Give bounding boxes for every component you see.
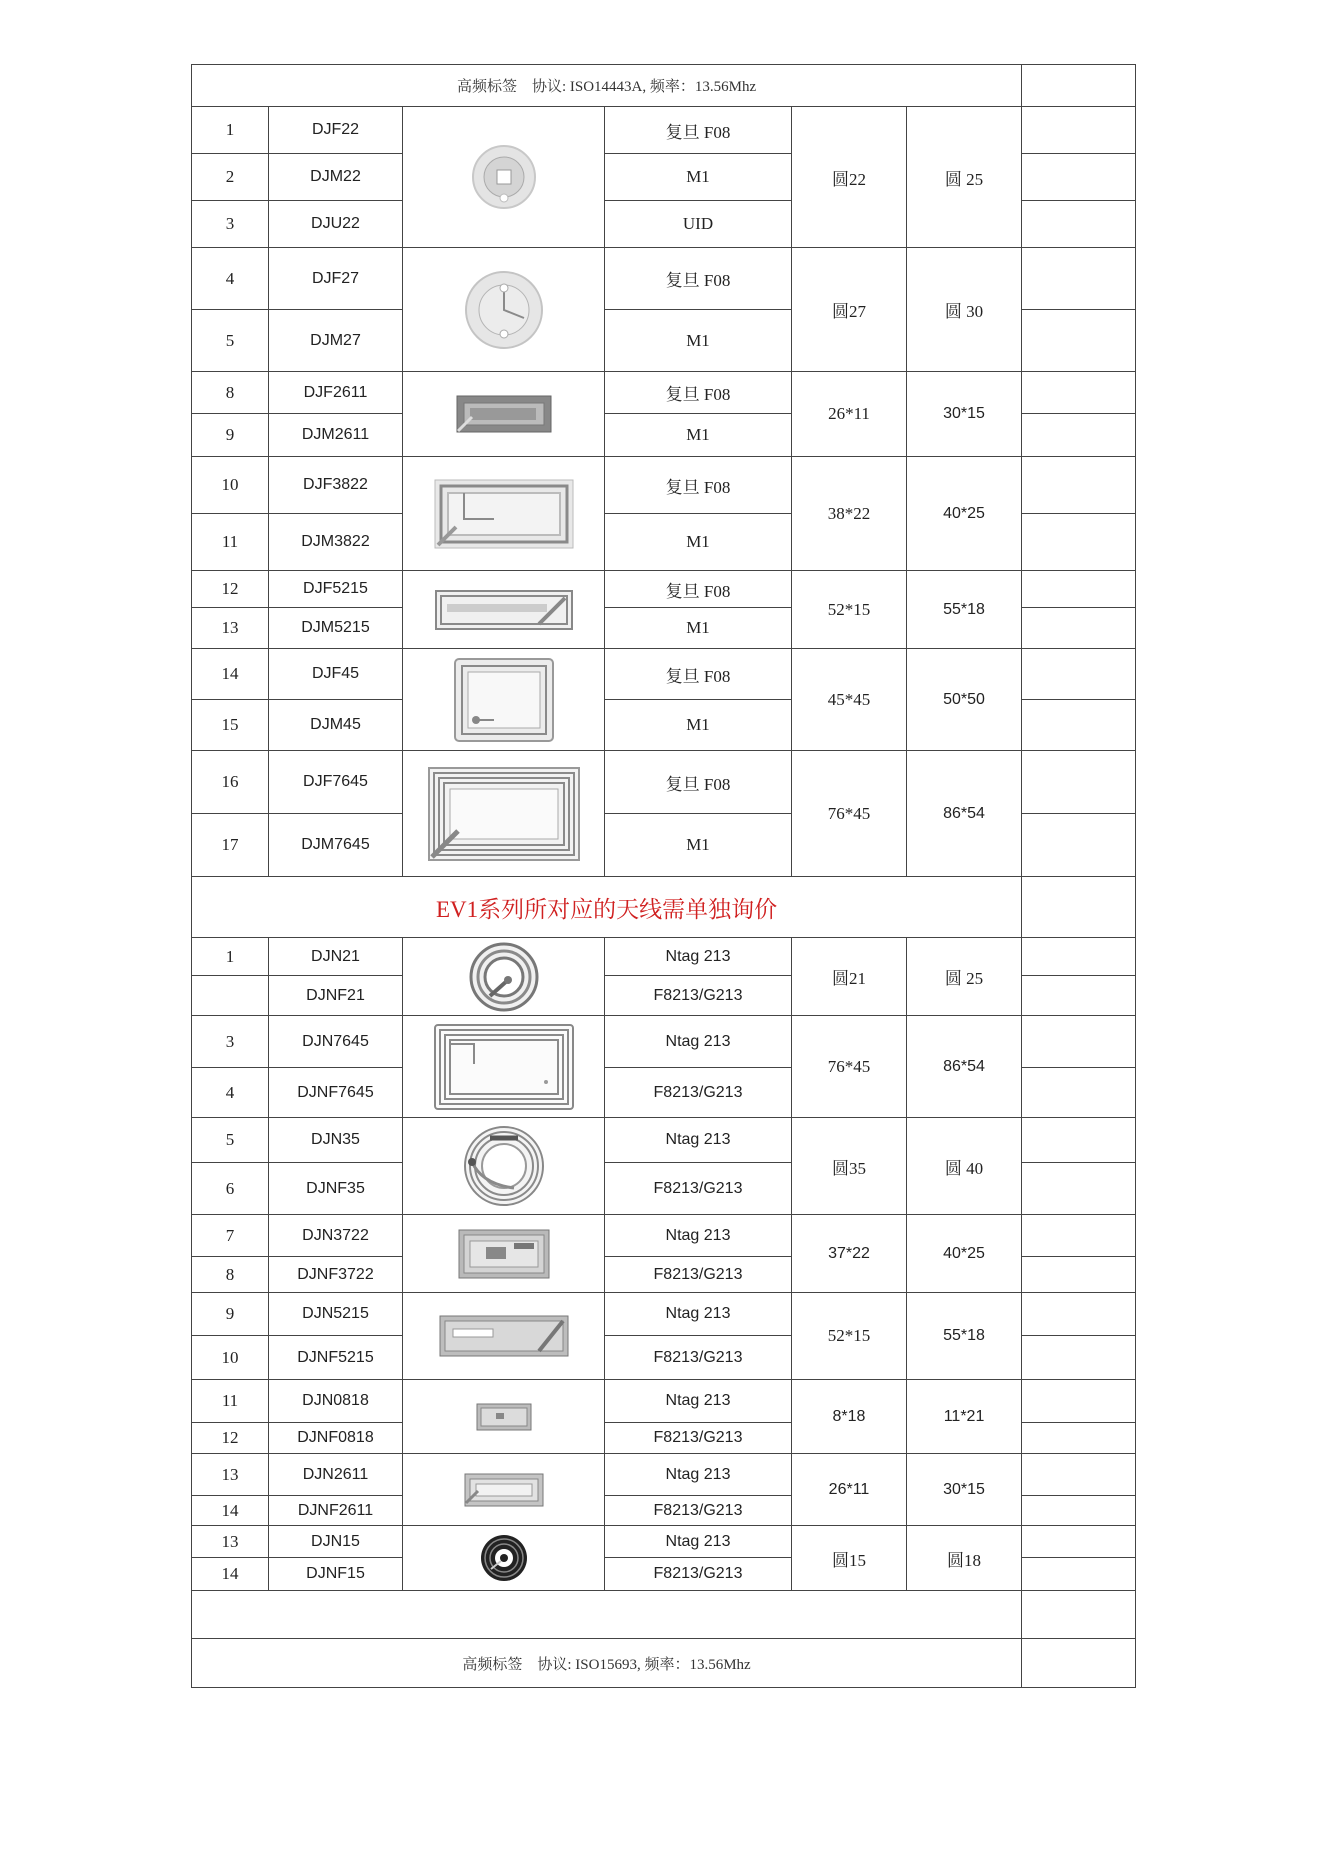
model-code: DJF27 (269, 248, 403, 310)
row-number: 12 (192, 571, 269, 608)
row-number: 15 (192, 700, 269, 751)
row-number: 5 (192, 1118, 269, 1163)
model-code: DJN5215 (269, 1293, 403, 1336)
row-number: 10 (192, 457, 269, 514)
model-code: DJNF2611 (269, 1496, 403, 1526)
empty-cell (1022, 1380, 1136, 1423)
row-number: 16 (192, 751, 269, 814)
chip-type: 复旦 F08 (605, 751, 792, 814)
blank-cell (192, 1591, 1022, 1639)
row-number: 9 (192, 1293, 269, 1336)
row-number: 12 (192, 1423, 269, 1454)
chip-type: Ntag 213 (605, 1016, 792, 1068)
chip-type: Ntag 213 (605, 1526, 792, 1558)
rect-2611-tag-icon (403, 372, 605, 457)
tag-size: 26*11 (792, 1454, 907, 1526)
table-row (192, 1380, 1136, 1423)
card-size: 55*18 (907, 1293, 1022, 1380)
model-code: DJM2611 (269, 414, 403, 457)
model-code: DJF22 (269, 107, 403, 154)
card-size: 圆18 (907, 1526, 1022, 1591)
chip-type: 复旦 F08 (605, 649, 792, 700)
card-size: 11*21 (907, 1380, 1022, 1454)
tag-size: 52*15 (792, 571, 907, 649)
model-code: DJF2611 (269, 372, 403, 414)
header-row-iso15693 (192, 1639, 1136, 1688)
rect-5215-tag-icon (403, 571, 605, 649)
empty-cell (1022, 1336, 1136, 1380)
tag-size: 76*45 (792, 1016, 907, 1118)
chip-type: M1 (605, 814, 792, 877)
row-number: 1 (192, 107, 269, 154)
row-number: 13 (192, 1454, 269, 1496)
row-number: 10 (192, 1336, 269, 1380)
empty-cell (1022, 1454, 1136, 1496)
card-size: 86*54 (907, 751, 1022, 877)
card-size: 86*54 (907, 1016, 1022, 1118)
empty-cell (1022, 201, 1136, 248)
chip-type: Ntag 213 (605, 938, 792, 976)
blank-row (192, 1591, 1136, 1639)
empty-cell (1022, 1591, 1136, 1639)
empty-cell (1022, 1118, 1136, 1163)
row-number: 5 (192, 310, 269, 372)
empty-cell (1022, 1526, 1136, 1558)
chip-type: M1 (605, 608, 792, 649)
round-coil-15-black-tag-icon (403, 1526, 605, 1591)
rect-coil-3722-tag-icon (403, 1215, 605, 1293)
model-code: DJNF0818 (269, 1423, 403, 1454)
rect-3822-tag-icon (403, 457, 605, 571)
row-number: 9 (192, 414, 269, 457)
table-row (192, 1293, 1136, 1336)
empty-cell (1022, 514, 1136, 571)
row-number: 3 (192, 1016, 269, 1068)
row-number: 17 (192, 814, 269, 877)
rect-coil-0818-tag-icon (403, 1380, 605, 1454)
model-code: DJN35 (269, 1118, 403, 1163)
model-code: DJM3822 (269, 514, 403, 571)
empty-cell (1022, 751, 1136, 814)
card-size: 圆 30 (907, 248, 1022, 372)
tag-size: 圆22 (792, 107, 907, 248)
row-number (192, 976, 269, 1016)
chip-type: F8213/G213 (605, 1558, 792, 1591)
chip-type: M1 (605, 414, 792, 457)
tag-size: 52*15 (792, 1293, 907, 1380)
chip-type: F8213/G213 (605, 1336, 792, 1380)
tag-size: 76*45 (792, 751, 907, 877)
chip-type: Ntag 213 (605, 1454, 792, 1496)
card-size: 圆 25 (907, 938, 1022, 1016)
round-coil-21-tag-icon (403, 938, 605, 1016)
empty-cell (1022, 1496, 1136, 1526)
model-code: DJU22 (269, 201, 403, 248)
model-code: DJN0818 (269, 1380, 403, 1423)
card-size: 40*25 (907, 457, 1022, 571)
empty-cell (1022, 938, 1136, 976)
header-row-iso14443a (192, 65, 1136, 107)
model-code: DJM27 (269, 310, 403, 372)
model-code: DJF3822 (269, 457, 403, 514)
model-code: DJF7645 (269, 751, 403, 814)
row-number: 2 (192, 154, 269, 201)
table-row (192, 372, 1136, 414)
model-code: DJF5215 (269, 571, 403, 608)
header-iso15693: 高频标签 协议: ISO15693, 频率：13.56Mhz (192, 1639, 1022, 1688)
tag-size: 圆21 (792, 938, 907, 1016)
tag-size: 26*11 (792, 372, 907, 457)
tag-size: 圆35 (792, 1118, 907, 1215)
model-code: DJN3722 (269, 1215, 403, 1257)
header-iso14443a: 高频标签 协议: ISO14443A, 频率：13.56Mhz (192, 65, 1022, 107)
tag-size: 45*45 (792, 649, 907, 751)
model-code: DJN2611 (269, 1454, 403, 1496)
model-code: DJNF35 (269, 1163, 403, 1215)
table-row (192, 248, 1136, 310)
row-number: 6 (192, 1163, 269, 1215)
table-row (192, 1454, 1136, 1496)
model-code: DJNF21 (269, 976, 403, 1016)
row-number: 4 (192, 248, 269, 310)
rect-coil-5215-tag-icon (403, 1293, 605, 1380)
model-code: DJNF7645 (269, 1068, 403, 1118)
model-code: DJM22 (269, 154, 403, 201)
model-code: DJNF5215 (269, 1336, 403, 1380)
rect-7645-tag-icon (403, 751, 605, 877)
price-sheet (191, 64, 1135, 1688)
row-number: 14 (192, 1558, 269, 1591)
card-size: 30*15 (907, 1454, 1022, 1526)
row-number: 14 (192, 1496, 269, 1526)
table-row (192, 938, 1136, 976)
model-code: DJM45 (269, 700, 403, 751)
model-code: DJF45 (269, 649, 403, 700)
empty-cell (1022, 877, 1136, 938)
card-size: 圆 40 (907, 1118, 1022, 1215)
square-45-tag-icon (403, 649, 605, 751)
chip-type: 复旦 F08 (605, 107, 792, 154)
round-disc-27-tag-icon (403, 248, 605, 372)
empty-cell (1022, 700, 1136, 751)
tag-table (191, 64, 1136, 1688)
chip-type: M1 (605, 514, 792, 571)
table-row (192, 457, 1136, 514)
empty-cell (1022, 1293, 1136, 1336)
row-number: 14 (192, 649, 269, 700)
chip-type: 复旦 F08 (605, 248, 792, 310)
row-number: 4 (192, 1068, 269, 1118)
tag-size: 圆27 (792, 248, 907, 372)
table-row (192, 107, 1136, 154)
chip-type: Ntag 213 (605, 1293, 792, 1336)
chip-type: Ntag 213 (605, 1118, 792, 1163)
empty-cell (1022, 65, 1136, 107)
empty-cell (1022, 649, 1136, 700)
row-number: 13 (192, 608, 269, 649)
empty-cell (1022, 1558, 1136, 1591)
row-number: 11 (192, 1380, 269, 1423)
ev1-note-row (192, 877, 1136, 938)
row-number: 11 (192, 514, 269, 571)
chip-type: 复旦 F08 (605, 457, 792, 514)
empty-cell (1022, 814, 1136, 877)
table-row (192, 1526, 1136, 1558)
chip-type: Ntag 213 (605, 1380, 792, 1423)
model-code: DJM7645 (269, 814, 403, 877)
row-number: 7 (192, 1215, 269, 1257)
chip-type: F8213/G213 (605, 1496, 792, 1526)
row-number: 13 (192, 1526, 269, 1558)
chip-type: Ntag 213 (605, 1215, 792, 1257)
chip-type: F8213/G213 (605, 1257, 792, 1293)
rect-coil-7645-tag-icon (403, 1016, 605, 1118)
model-code: DJNF15 (269, 1558, 403, 1591)
empty-cell (1022, 1215, 1136, 1257)
tag-size: 圆15 (792, 1526, 907, 1591)
model-code: DJN21 (269, 938, 403, 976)
empty-cell (1022, 310, 1136, 372)
empty-cell (1022, 608, 1136, 649)
chip-type: F8213/G213 (605, 1163, 792, 1215)
table-row (192, 1016, 1136, 1068)
chip-type: 复旦 F08 (605, 372, 792, 414)
chip-type: F8213/G213 (605, 976, 792, 1016)
row-number: 8 (192, 1257, 269, 1293)
empty-cell (1022, 1639, 1136, 1688)
chip-type: 复旦 F08 (605, 571, 792, 608)
round-disc-22-tag-icon (403, 107, 605, 248)
row-number: 1 (192, 938, 269, 976)
round-coil-35-tag-icon (403, 1118, 605, 1215)
row-number: 8 (192, 372, 269, 414)
chip-type: M1 (605, 700, 792, 751)
ev1-note: EV1系列所对应的天线需单独询价 (192, 877, 1022, 938)
card-size: 55*18 (907, 571, 1022, 649)
model-code: DJNF3722 (269, 1257, 403, 1293)
empty-cell (1022, 1163, 1136, 1215)
rect-coil-2611-tag-icon (403, 1454, 605, 1526)
empty-cell (1022, 976, 1136, 1016)
tag-size: 8*18 (792, 1380, 907, 1454)
chip-type: F8213/G213 (605, 1068, 792, 1118)
model-code: DJN7645 (269, 1016, 403, 1068)
table-row (192, 751, 1136, 814)
row-number: 3 (192, 201, 269, 248)
chip-type: F8213/G213 (605, 1423, 792, 1454)
empty-cell (1022, 571, 1136, 608)
empty-cell (1022, 1423, 1136, 1454)
model-code: DJM5215 (269, 608, 403, 649)
empty-cell (1022, 457, 1136, 514)
chip-type: M1 (605, 310, 792, 372)
card-size: 50*50 (907, 649, 1022, 751)
empty-cell (1022, 1257, 1136, 1293)
table-row (192, 649, 1136, 700)
chip-type: M1 (605, 154, 792, 201)
chip-type: UID (605, 201, 792, 248)
empty-cell (1022, 154, 1136, 201)
empty-cell (1022, 248, 1136, 310)
empty-cell (1022, 414, 1136, 457)
table-row (192, 1215, 1136, 1257)
empty-cell (1022, 1068, 1136, 1118)
card-size: 圆 25 (907, 107, 1022, 248)
empty-cell (1022, 372, 1136, 414)
table-row (192, 571, 1136, 608)
tag-size: 37*22 (792, 1215, 907, 1293)
model-code: DJN15 (269, 1526, 403, 1558)
empty-cell (1022, 1016, 1136, 1068)
empty-cell (1022, 107, 1136, 154)
tag-size: 38*22 (792, 457, 907, 571)
table-row (192, 1118, 1136, 1163)
card-size: 40*25 (907, 1215, 1022, 1293)
card-size: 30*15 (907, 372, 1022, 457)
